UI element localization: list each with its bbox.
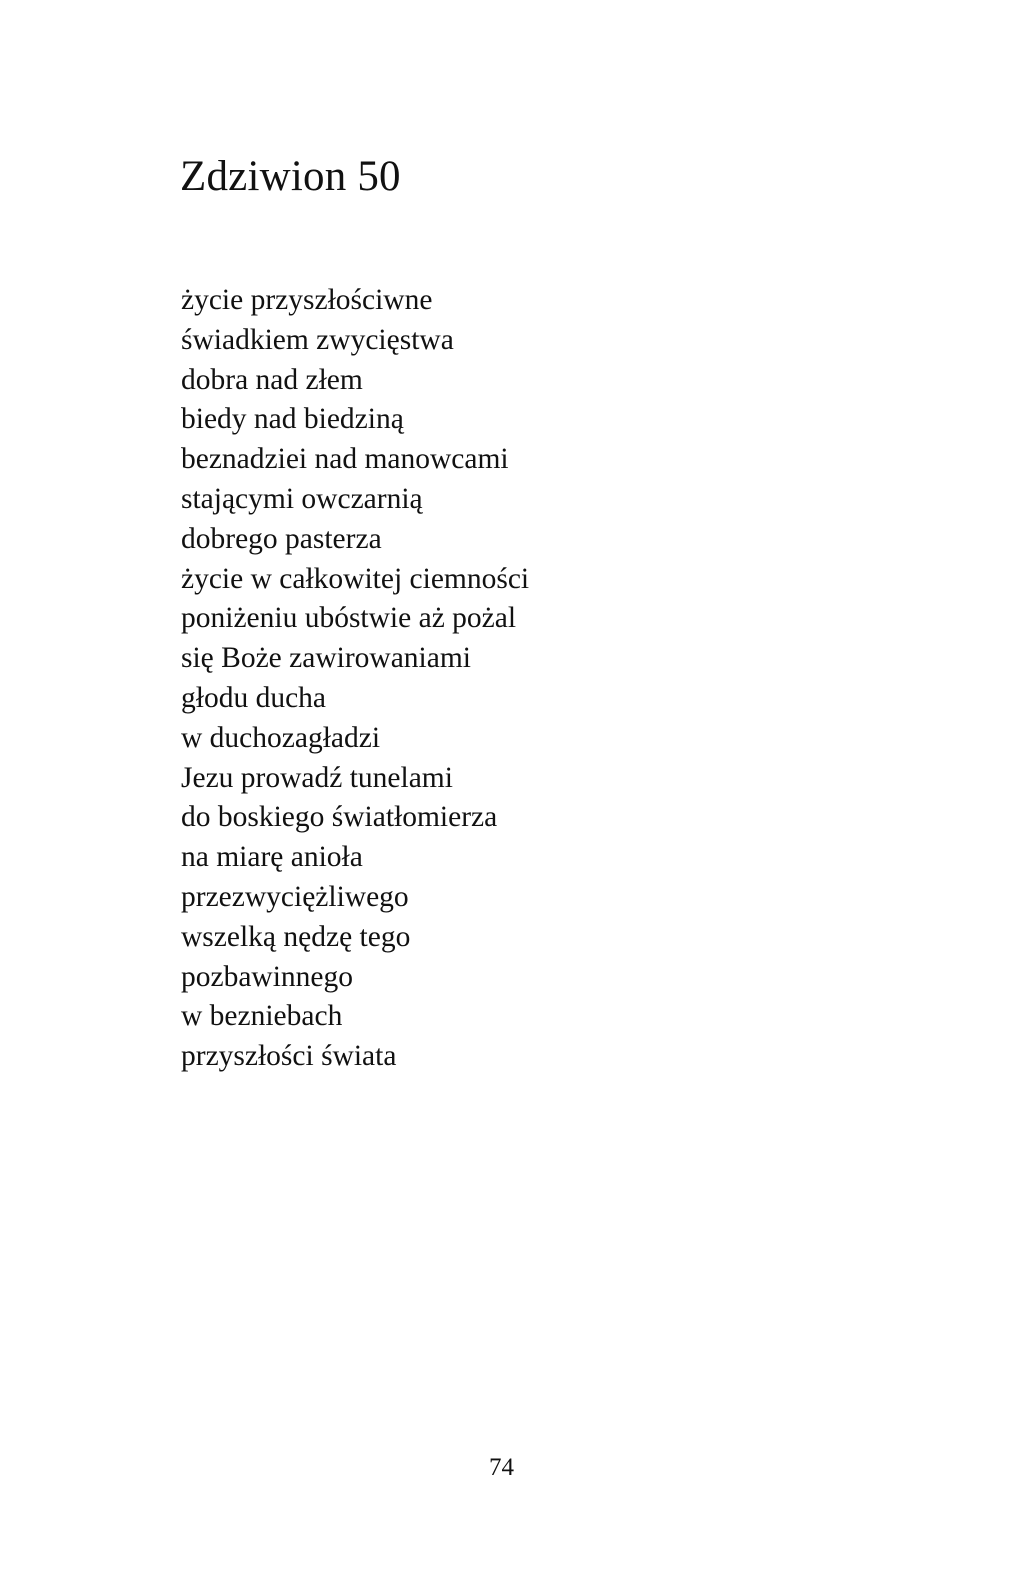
poem-line: beznadziei nad manowcami: [181, 443, 509, 476]
poem-line: stającymi owczarnią: [181, 482, 423, 515]
poem-line: pozbawinnego: [181, 960, 354, 993]
page-number: 74: [489, 1454, 514, 1481]
poem-title: Zdziwion 50: [180, 153, 401, 200]
poem-line: biedy nad biedziną: [181, 403, 404, 436]
poem-line: w duchozagładzi: [181, 721, 381, 754]
poem-line: Jezu prowadź tunelami: [181, 761, 453, 794]
poem-line: życie w całkowitej ciemności: [181, 562, 530, 595]
poem-line: w bezniebach: [181, 1000, 343, 1033]
poem-line: dobrego pasterza: [181, 522, 382, 555]
poem-line: poniżeniu ubóstwie aż pożal: [181, 602, 517, 635]
poem-line: wszelką nędzę tego: [181, 920, 411, 953]
poem-line: przyszłości świata: [181, 1040, 397, 1073]
poem-line: się Boże zawirowaniami: [181, 642, 471, 675]
poem-line: życie przyszłościwne: [181, 284, 433, 316]
poem-line: dobra nad złem: [181, 363, 363, 396]
poem-line: przezwyciężliwego: [181, 880, 409, 913]
poem-line: głodu ducha: [181, 681, 327, 714]
poem-body: [181, 281, 529, 1077]
poem-line: na miarę anioła: [181, 841, 363, 874]
poem-line: do boskiego światłomierza: [181, 801, 498, 834]
poem-line: świadkiem zwycięstwa: [181, 323, 454, 356]
